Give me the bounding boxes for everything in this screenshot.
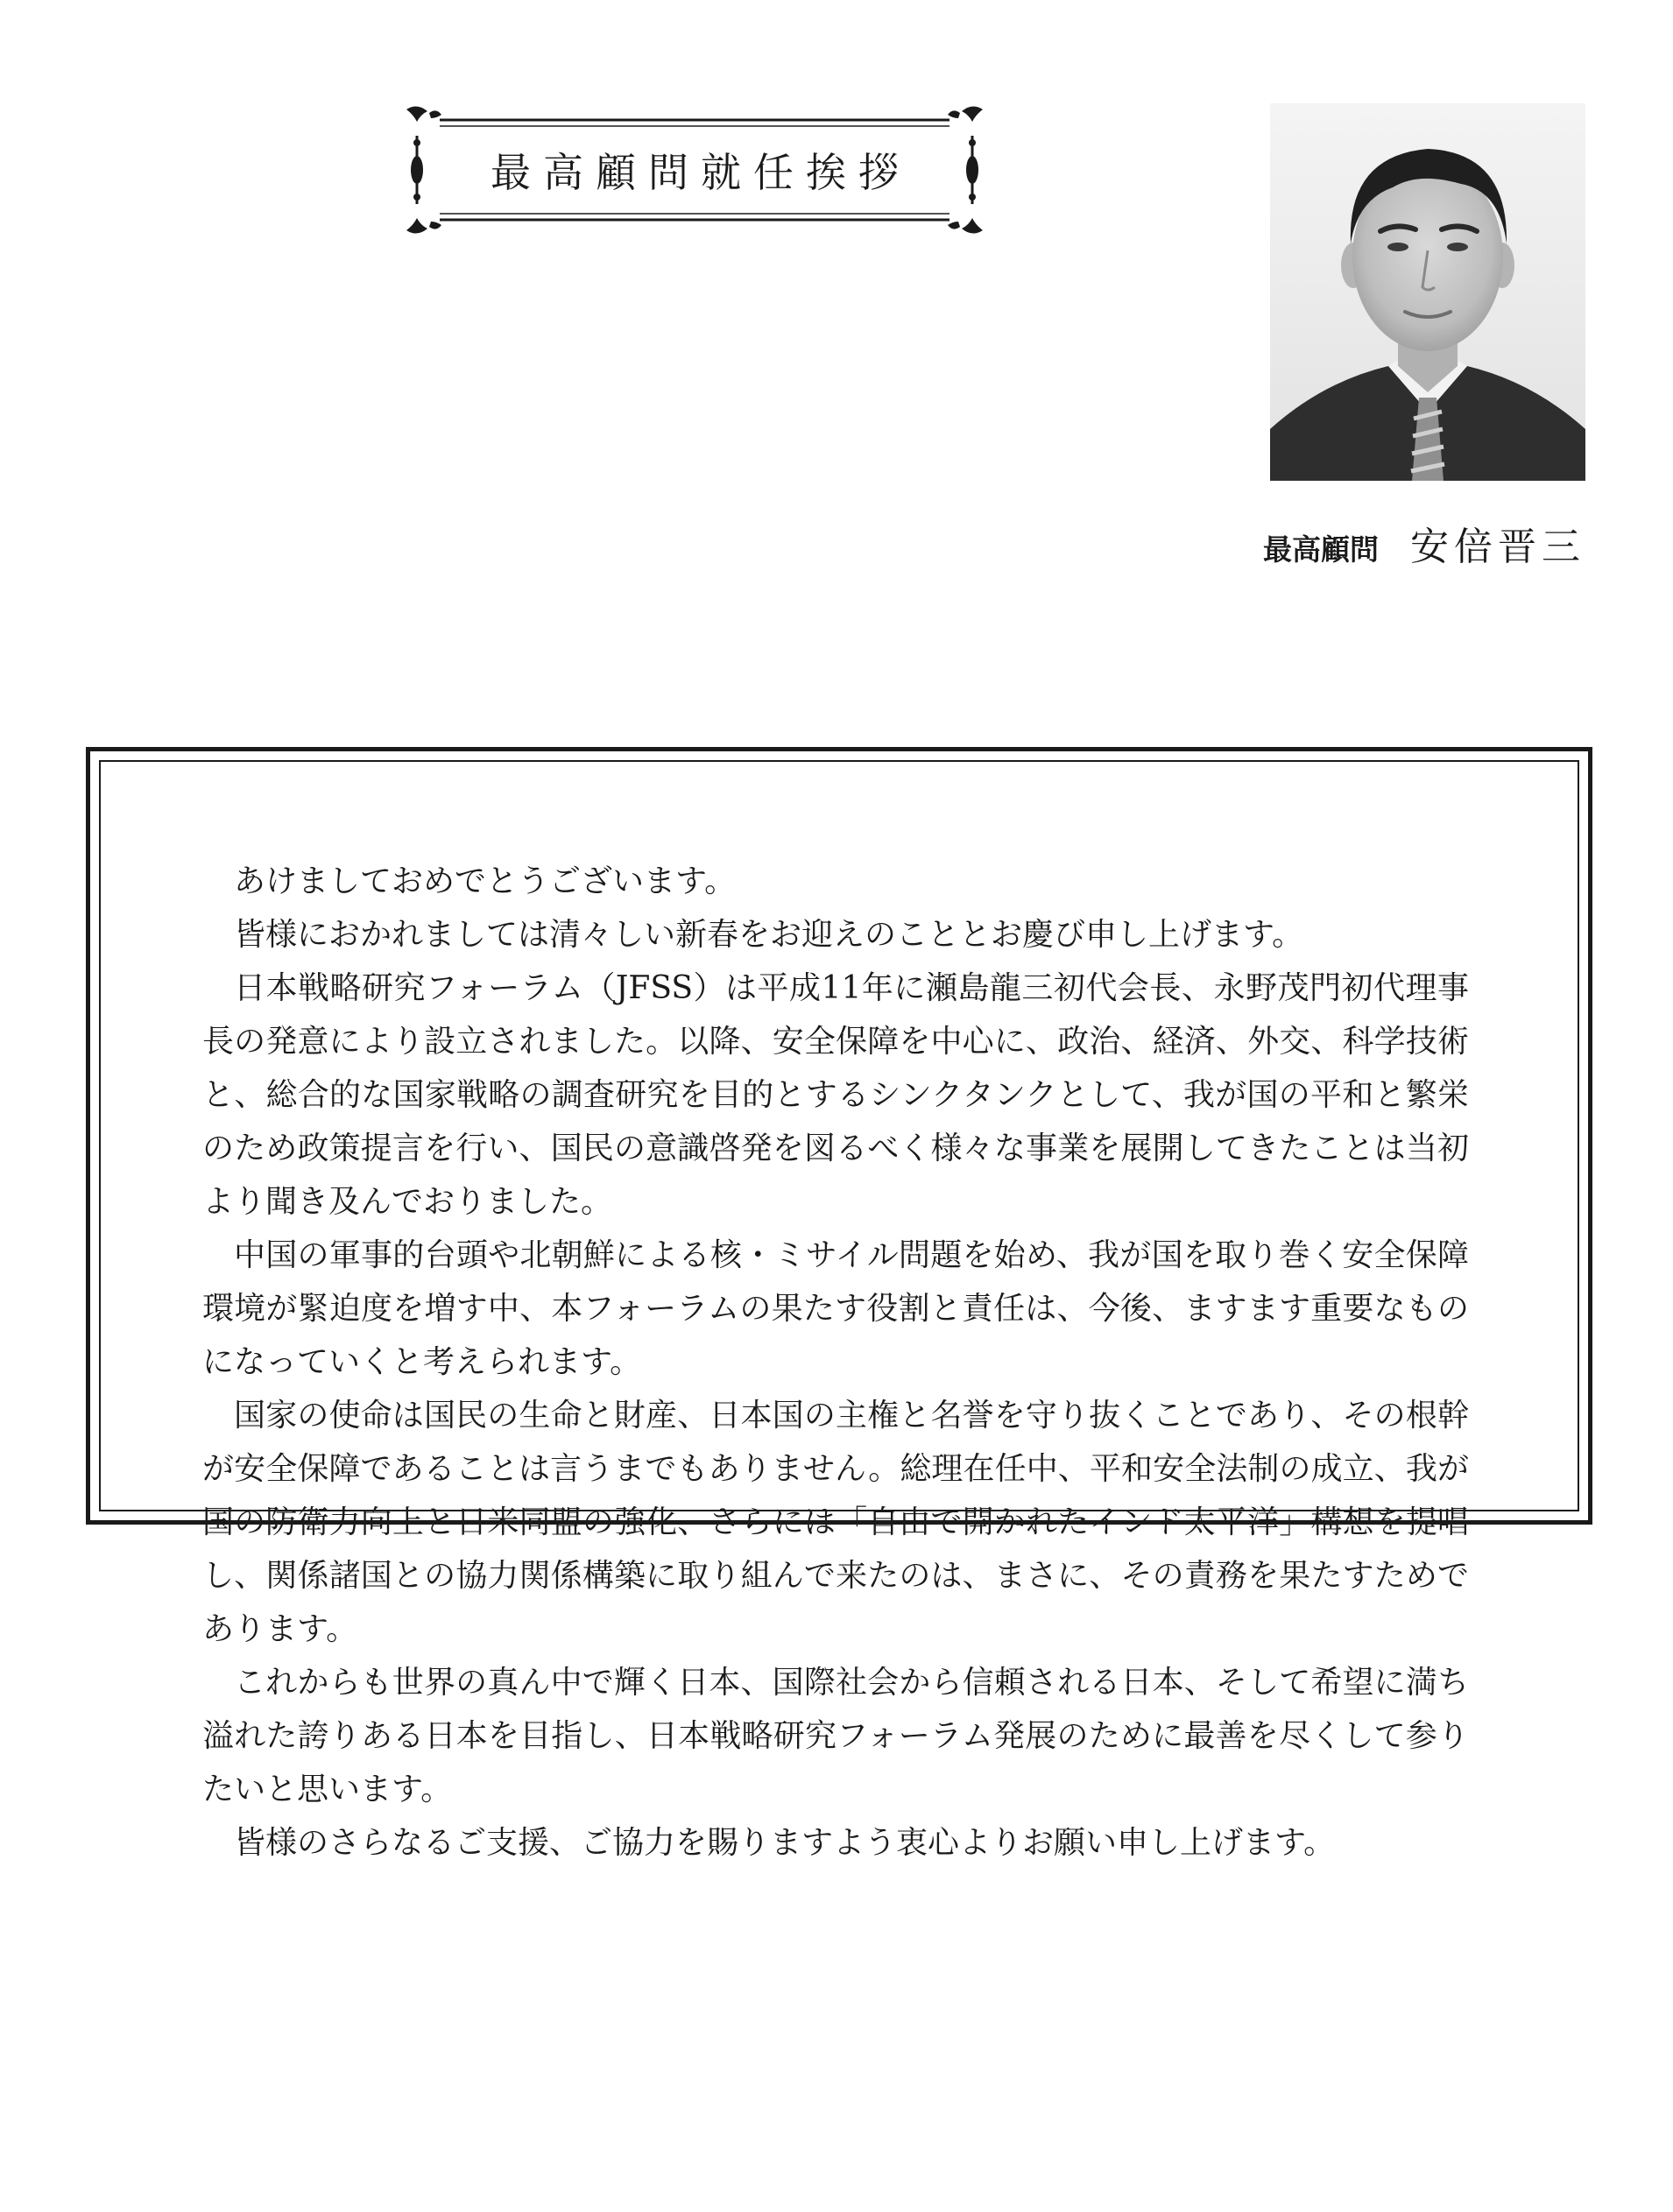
message-paragraph: 日本戦略研究フォーラム（JFSS）は平成11年に瀬島龍三初代会長、永野茂門初代理事長の発意により設立されました。以降、安全保障を中心に、政治、経済、外交、科学技術と、総合的な国家戦略の調査研究を目的とするシンクタンクとして、我が国の平和と繁栄のため政策提言を行い、国民の意識啓発を図るべく様々な事業を展開してきたことは当初より聞き及んでおりました。 bbox=[202, 970, 1469, 1220]
message-paragraph: 皆様のさらなるご支援、ご協力を賜りますよう衷心よりお願い申し上げます。 bbox=[234, 1825, 1336, 1861]
signature bbox=[1263, 515, 1585, 571]
page-title: 最高顧問就任挨拶 bbox=[491, 149, 911, 196]
signature-name: 安倍晋三 bbox=[1410, 525, 1585, 569]
message-box bbox=[86, 747, 1592, 1861]
signature-role: 最高顧問 bbox=[1263, 532, 1379, 567]
message-paragraph: あけましておめでとうございます。 bbox=[234, 863, 737, 899]
message-paragraph: 国家の使命は国民の生命と財産、日本国の主権と名誉を守り抜くことであり、その根幹が安全保障であることは言うまでもありません。総理在任中、平和安全法制の成立、我が国の防衛力向上と日米同盟の強化、さらには「自由で開かれたインド太平洋」構想を提唱し、関係諸国との協力関係構築に取り組んで来たのは、まさに、その責務を果たすためであります。 bbox=[202, 1398, 1469, 1647]
title-frame bbox=[405, 101, 985, 239]
message-paragraph: これからも世界の真ん中で輝く日本、国際社会から信頼される日本、そして希望に満ち溢れた誇りある日本を目指し、日本戦略研究フォーラム発展のために最善を尽くして参りたいと思います。 bbox=[202, 1665, 1469, 1807]
person-portrait-icon bbox=[1270, 103, 1585, 481]
message-paragraph: 皆様におかれましては清々しい新春をお迎えのこととお慶び申し上げます。 bbox=[234, 917, 1304, 953]
message-paragraph: 中国の軍事的台頭や北朝鮮による核・ミサイル問題を始め、我が国を取り巻く安全保障環境が緊迫度を増す中、本フォーラムの果たす役割と責任は、今後、ますます重要なものになっていくと考えられます。 bbox=[202, 1237, 1469, 1380]
message-body bbox=[202, 855, 1469, 1870]
portrait-photo bbox=[1270, 103, 1585, 481]
